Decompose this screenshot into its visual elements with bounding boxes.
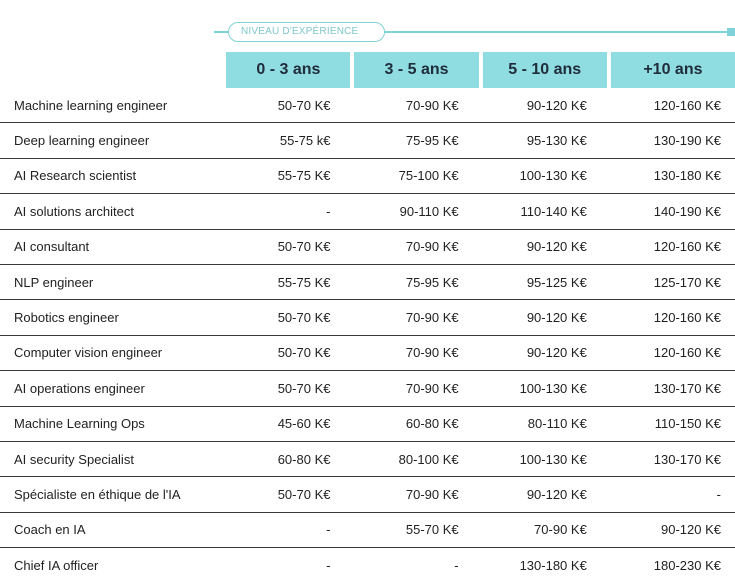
table-row	[0, 158, 735, 193]
column-header: 0 - 3 ans	[222, 52, 350, 88]
role-name: Deep learning engineer	[0, 122, 222, 157]
salary-cell: -	[350, 547, 478, 582]
role-name: Machine learning engineer	[14, 97, 168, 113]
role-name: Machine Learning Ops	[0, 406, 222, 441]
salary-cell: 60-80 K€	[350, 406, 478, 441]
salary-cell: -	[222, 512, 350, 547]
salary-cell: 90-110 K€	[350, 193, 478, 228]
salary-cell: 50-70 K€	[222, 299, 350, 334]
salary-cell: 130-170 K€	[607, 370, 735, 405]
salary-cell: 90-120 K€	[479, 335, 607, 370]
salary-cell: 70-90 K€	[350, 335, 478, 370]
salary-cell: 55-75 K€	[222, 264, 350, 299]
salary-cell: 120-160 K€	[607, 335, 735, 370]
role-name: AI Research scientist	[0, 158, 222, 193]
salary-cell: 45-60 K€	[222, 406, 350, 441]
salary-cell: 55-70 K€	[350, 512, 478, 547]
salary-cell: 110-140 K€	[479, 193, 607, 228]
header-row	[0, 52, 735, 88]
salary-cell: 100-130 K€	[479, 441, 607, 476]
salary-cell: 75-95 K€	[350, 264, 478, 299]
column-header: +10 ans	[607, 52, 735, 88]
salary-cell: 100-130 K€	[479, 370, 607, 405]
role-name: AI security Specialist	[0, 441, 222, 476]
salary-cell: 120-160 K€	[653, 97, 721, 113]
salary-cell: 90-120 K€	[526, 97, 587, 113]
salary-cell: 55-75 K€	[222, 158, 350, 193]
role-name: AI consultant	[0, 229, 222, 264]
role-name: Robotics engineer	[0, 299, 222, 334]
table-row	[0, 512, 735, 547]
salary-cell: 70-90 K€	[479, 512, 607, 547]
salary-cell: 80-100 K€	[350, 441, 478, 476]
column-header: 3 - 5 ans	[350, 52, 478, 88]
salary-cell: 50-70 K€	[222, 476, 350, 511]
salary-cell: 80-110 K€	[479, 406, 607, 441]
table-row	[0, 88, 735, 122]
salary-cell: 70-90 K€	[350, 370, 478, 405]
salary-cell: 50-70 K€	[222, 229, 350, 264]
salary-cell: 125-170 K€	[607, 264, 735, 299]
salary-cell: 70-90 K€	[350, 299, 478, 334]
role-name: Spécialiste en éthique de l'IA	[0, 476, 222, 511]
salary-cell: 90-120 K€	[479, 229, 607, 264]
table-row	[0, 264, 735, 299]
salary-cell: 75-100 K€	[350, 158, 478, 193]
table-row	[0, 122, 735, 157]
salary-cell: 140-190 K€	[607, 193, 735, 228]
salary-cell: 130-180 K€	[479, 547, 607, 582]
table-row	[0, 229, 735, 264]
salary-cell: 90-120 K€	[607, 512, 735, 547]
role-name: Chief IA officer	[0, 547, 222, 582]
header-blank	[0, 52, 222, 88]
table-row	[0, 193, 735, 228]
salary-cell: 50-70 K€	[222, 370, 350, 405]
salary-cell: 130-180 K€	[607, 158, 735, 193]
salary-cell: 130-170 K€	[607, 441, 735, 476]
salary-cell: -	[222, 193, 350, 228]
salary-cell: 70-90 K€	[405, 97, 459, 113]
salary-cell: 130-190 K€	[607, 122, 735, 157]
salary-cell: 60-80 K€	[222, 441, 350, 476]
salary-cell: 95-130 K€	[479, 122, 607, 157]
salary-cell: 180-230 K€	[607, 547, 735, 582]
salary-cell: 75-95 K€	[350, 122, 478, 157]
salary-cell: 90-120 K€	[479, 476, 607, 511]
experience-level-bar	[214, 22, 735, 42]
salary-cell: 95-125 K€	[479, 264, 607, 299]
role-name: Computer vision engineer	[0, 335, 222, 370]
salary-table	[0, 52, 735, 582]
table-row	[0, 441, 735, 476]
salary-cell: -	[607, 476, 735, 511]
salary-cell: 55-75 k€	[222, 122, 350, 157]
table-row	[0, 299, 735, 334]
role-name: NLP engineer	[0, 264, 222, 299]
salary-cell: 120-160 K€	[607, 299, 735, 334]
salary-cell: -	[222, 547, 350, 582]
experience-level-label: NIVEAU D'EXPÉRIENCE	[228, 22, 385, 42]
role-name: Coach en IA	[0, 512, 222, 547]
salary-cell: 50-70 K€	[222, 335, 350, 370]
salary-cell: 70-90 K€	[350, 229, 478, 264]
table-row	[0, 476, 735, 511]
salary-cell: 90-120 K€	[479, 299, 607, 334]
salary-cell: 120-160 K€	[607, 229, 735, 264]
role-name: AI solutions architect	[0, 193, 222, 228]
salary-cell: 70-90 K€	[350, 476, 478, 511]
table-row	[0, 335, 735, 370]
table-row	[0, 406, 735, 441]
role-name: AI operations engineer	[0, 370, 222, 405]
table-row	[0, 370, 735, 405]
experience-arrow-end	[727, 28, 735, 36]
column-header: 5 - 10 ans	[479, 52, 607, 88]
salary-cell: 100-130 K€	[479, 158, 607, 193]
salary-cell: 50-70 K€	[277, 97, 331, 113]
salary-cell: 110-150 K€	[607, 406, 735, 441]
table-row	[0, 547, 735, 582]
